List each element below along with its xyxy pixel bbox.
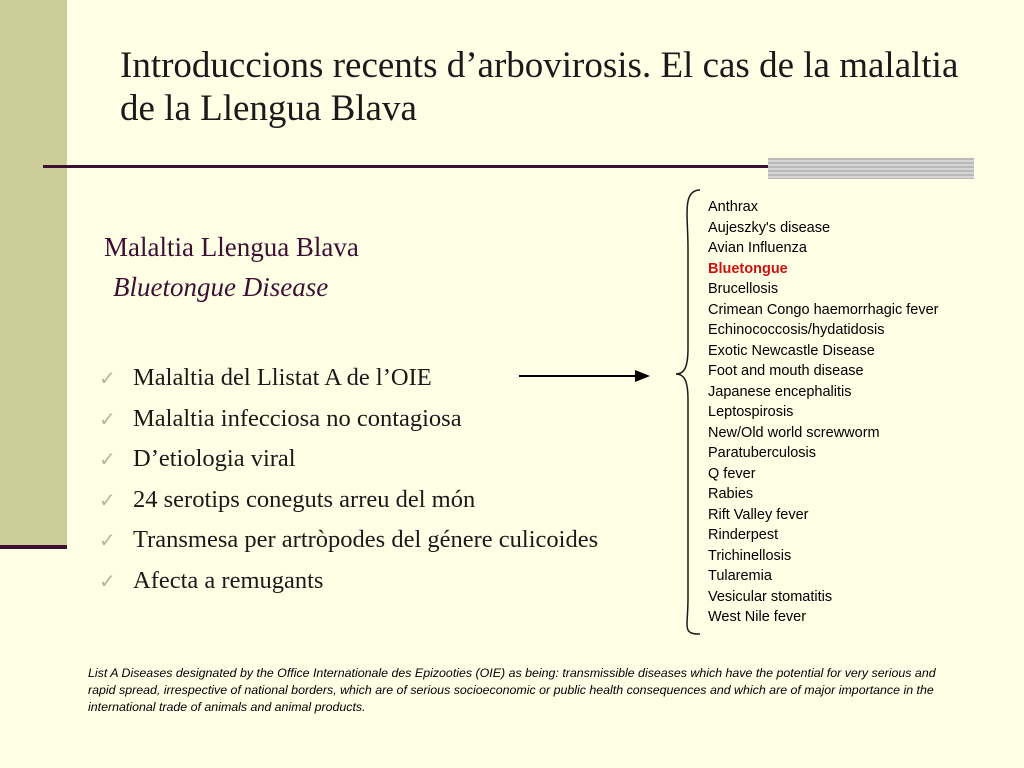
bullet-text: D’etiologia viral [133,445,296,473]
disease-item: Paratuberculosis [708,445,816,461]
footnote: List A Diseases designated by the Office Internationale des Epizooties (OIE) as being: transmissible diseases which have the potential for very serious and rapid spread, irrespective of national borders, which are of serious socioeconomic or public health consequences and which are of major importance in the international trade of animals and animal products. [88,666,936,714]
disease-item: Anthrax [708,199,758,215]
disease-item: Tularemia [708,568,772,584]
disease-item: West Nile fever [708,609,807,625]
title-divider [43,165,773,168]
right-arrow-icon [519,366,651,386]
left-curly-brace [672,188,702,636]
disease-item: Echinococcosis/hydatidosis [708,322,885,338]
subheading [104,227,359,307]
disease-item: Brucellosis [708,281,779,297]
bullet-list [99,358,598,602]
disease-item: Exotic Newcastle Disease [708,342,875,359]
disease-item: New/Old world screwworm [708,424,880,441]
left-band-rule [0,545,67,549]
disease-item: Leptospirosis [708,404,794,420]
bullet-text: Afecta a remugants [133,566,324,594]
checkmark-icon: ✓ [99,406,116,431]
bullet-text: Transmesa per artròpodes del génere culicoides [133,526,599,554]
subheading-english: Bluetongue Disease [113,272,329,302]
disease-item: Avian Influenza [708,240,807,256]
disease-item: Rinderpest [708,527,779,543]
checkmark-icon: ✓ [99,447,116,472]
disease-item: Trichinellosis [708,547,792,564]
disease-item: Vesicular stomatitis [708,588,833,605]
disease-item: Crimean Congo haemorrhagic fever [708,301,939,318]
disease-item: Japanese encephalitis [708,383,852,400]
oie-list-a-diseases [708,197,939,628]
disease-item: Q fever [708,465,756,482]
disease-item: Bluetongue [708,260,788,277]
bullet-item [99,520,598,561]
bullet-text: Malaltia infecciosa no contagiosa [133,404,462,432]
bullet-text: Malaltia del Llistat A de l’OIE [133,364,432,391]
bullet-text: 24 serotips coneguts arreu del món [133,485,476,513]
disease-item: Foot and mouth disease [708,363,864,379]
decorative-gray-bar [768,158,974,179]
checkmark-icon: ✓ [99,366,116,390]
bullet-item [99,439,598,480]
checkmark-icon: ✓ [99,528,116,553]
disease-item: Aujeszky's disease [708,219,831,236]
subheading-catalan: Malaltia Llengua Blava [104,232,359,262]
bullet-item [99,399,598,440]
disease-item: Rift Valley fever [708,506,809,523]
checkmark-icon: ✓ [99,568,116,593]
disease-item: Rabies [708,486,754,502]
left-decorative-band [0,0,67,548]
checkmark-icon: ✓ [99,487,116,512]
bullet-item [99,561,598,602]
bullet-item [99,480,598,521]
slide-title: Introduccions recents d’arbovirosis. El cas de la malaltia de la Llengua Blava [120,45,959,129]
